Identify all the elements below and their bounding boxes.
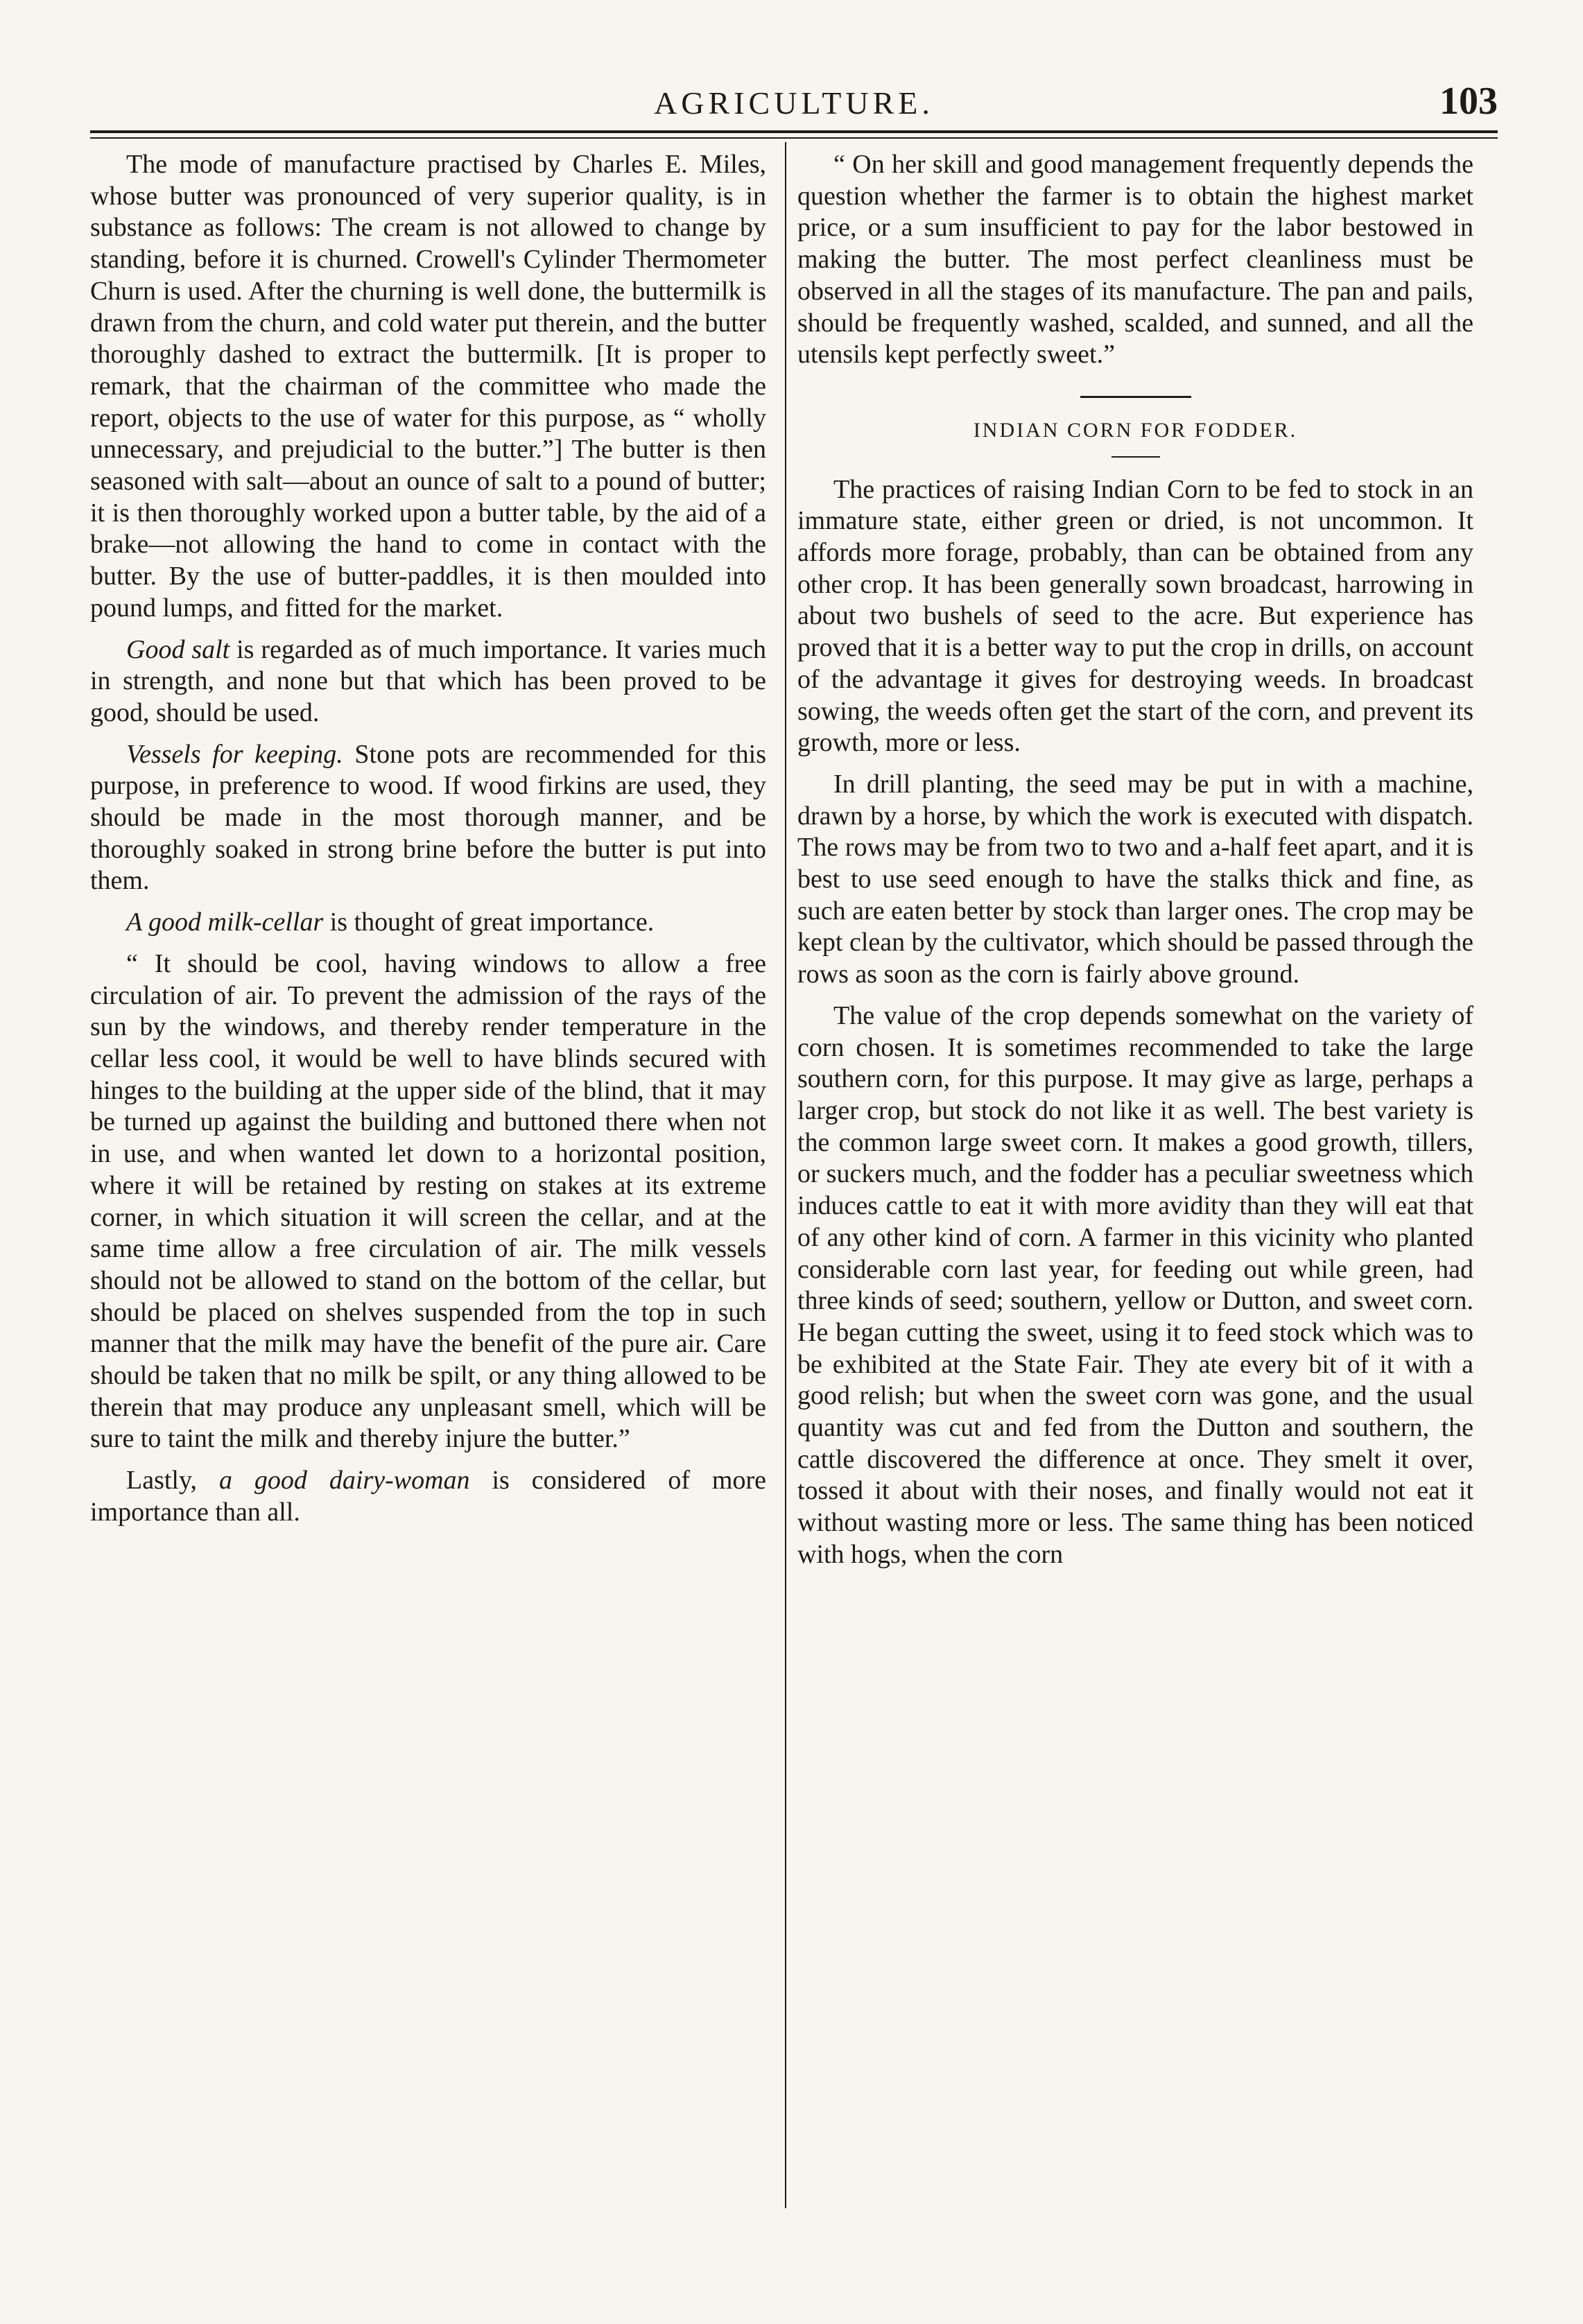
paragraph: The practices of raising Indian Corn to be fed to stock in an immature state, either green or dried, is not uncommon. It affords more forage, probably, than can be obtained from any other crop. It has been generally sown broadcast, harrowing in about two bushels of seed to the acre. But experience has proved that it is a better way to put the crop in drills, on account of the advantage it gives for destroying weeds. In broadcast sowing, the weeds often get the start of the corn, and prevent its growth, more or less. [797, 474, 1473, 758]
paragraph [90, 907, 766, 939]
paragraph: The mode of manufacture practised by Charles E. Miles, whose butter was pronounced of very superior quality, is in substance as follows: The cream is not allowed to change by standing, before it is churned. Crowell's Cylinder Thermometer Churn is used. After the churning is well done, the buttermilk is drawn from the churn, and cold water put therein, and the butter thoroughly dashed to extract the buttermilk. [It is proper to remark, that the chairman of the committee who made the report, objects to the use of water for this purpose, as “ wholly unnecessary, and prejudicial to the butter.”] The butter is then seasoned with salt—about an ounce of salt to a pound of butter; it is then thoroughly worked upon a butter table, by the aid of a brake—not allowing the hand to come in contact with the butter. By the use of butter-paddles, it is then moulded into pound lumps, and fitted for the market. [90, 150, 766, 623]
page-header [90, 69, 1498, 132]
header-rule [90, 130, 1498, 133]
right-column [797, 149, 1473, 1571]
section-heading: INDIAN CORN FOR FODDER. [973, 418, 1298, 442]
column-divider [785, 142, 786, 2208]
section-rule [1080, 396, 1191, 398]
paragraph: In drill planting, the seed may be put in with a machine, drawn by a horse, by which the work is executed with dispatch. The rows may be from two to two and a-half feet apart, and it is best to use seed enough to have the stalks thick and fine, as such are eaten better by stock than larger ones. The crop may be kept clean by the cultivator, which should be passed through the rows as soon as the corn is fairly above ground. [797, 769, 1473, 989]
paragraph-text: is considered of more importance than all. [90, 1466, 767, 1527]
page-number: 103 [1439, 80, 1498, 123]
running-title: AGRICULTURE. [654, 85, 934, 121]
header-rule-thin [90, 137, 1498, 139]
paragraph-text: is thought of great importance. [323, 908, 655, 937]
italic-lead: Good salt [126, 634, 230, 664]
heading-rule [1111, 456, 1160, 458]
paragraph: “ On her skill and good management frequently depends the question whether the farmer is to obtain the highest market price, or a sum insufficient to pay for the labor bestowed in making the butter. The most perfect cleanliness must be observed in all the stages of its manufacture. The pan and pails, should be frequently washed, scalded, and sunned, and all the utensils kept perfectly sweet.” [797, 150, 1473, 370]
paragraph-text: Stone pots are recommended for this purpose, in preference to wood. If wood firkins are used, they should be made in the most thorough manner, and be thoroughly soaked in strong brine before the butter is put into them. [90, 739, 766, 896]
paragraph: “ It should be cool, having windows to allow a free circulation of air. To prevent the admission of the rays of the sun by the windows, and thereby render temperature in the cellar less cool, it would be well to have blinds secured with hinges to the building at the upper side of the blind, that it may be turned up against the building and buttoned there when not in use, and when wanted let down to a horizontal position, where it will be retained by resting on stakes at its extreme corner, in which situation it will screen the cellar, and at the same time allow a free circulation of air. The milk vessels should not be allowed to stand on the bottom of the cellar, but should be placed on shelves suspended from the top in such manner that the milk may have the benefit of the pure air. Care should be taken that no milk be spilt, or any thing allowed to be therein that may produce any unpleasant smell, which will be sure to taint the milk and thereby injure the butter.” [90, 948, 766, 1454]
paragraph-text: is regarded as of much importance. It varies much in strength, and none but that which has been proved to be good, should be used. [90, 634, 766, 727]
paragraph [90, 739, 766, 898]
paragraph [90, 634, 766, 729]
paragraph [90, 1465, 766, 1528]
italic-lead: Vessels for keeping. [126, 739, 343, 769]
paragraph: The value of the crop depends somewhat on the variety of corn chosen. It is sometimes recommended to take the large southern corn, for this purpose. It may give as large, perhaps a larger crop, but stock do not like it as well. The best variety is the common large sweet corn. It makes a good growth, tillers, or suckers much, and the fodder has a peculiar sweetness which induces cattle to eat it with more avidity than they will eat that of any other kind of corn. A farmer in this vicinity who planted considerable corn last year, for feeding out while green, had three kinds of seed; southern, yellow or Dutton, and sweet corn. He began cutting the sweet, using it to feed stock which was to be exhibited at the State Fair. They ate every bit of it with a good relish; but when the sweet corn was gone, and the usual quantity was cut and fed from the Dutton and southern, the cattle discovered the difference at once. They smelt it over, tossed it about with their noses, and finally would not eat it without wasting more or less. The same thing has been noticed with hogs, when the corn [797, 1000, 1473, 1569]
italic-lead: a good dairy-woman [218, 1466, 470, 1495]
paragraph-text: Lastly, [126, 1466, 219, 1495]
left-column [90, 149, 766, 1529]
italic-lead: A good milk-cellar [126, 908, 324, 937]
